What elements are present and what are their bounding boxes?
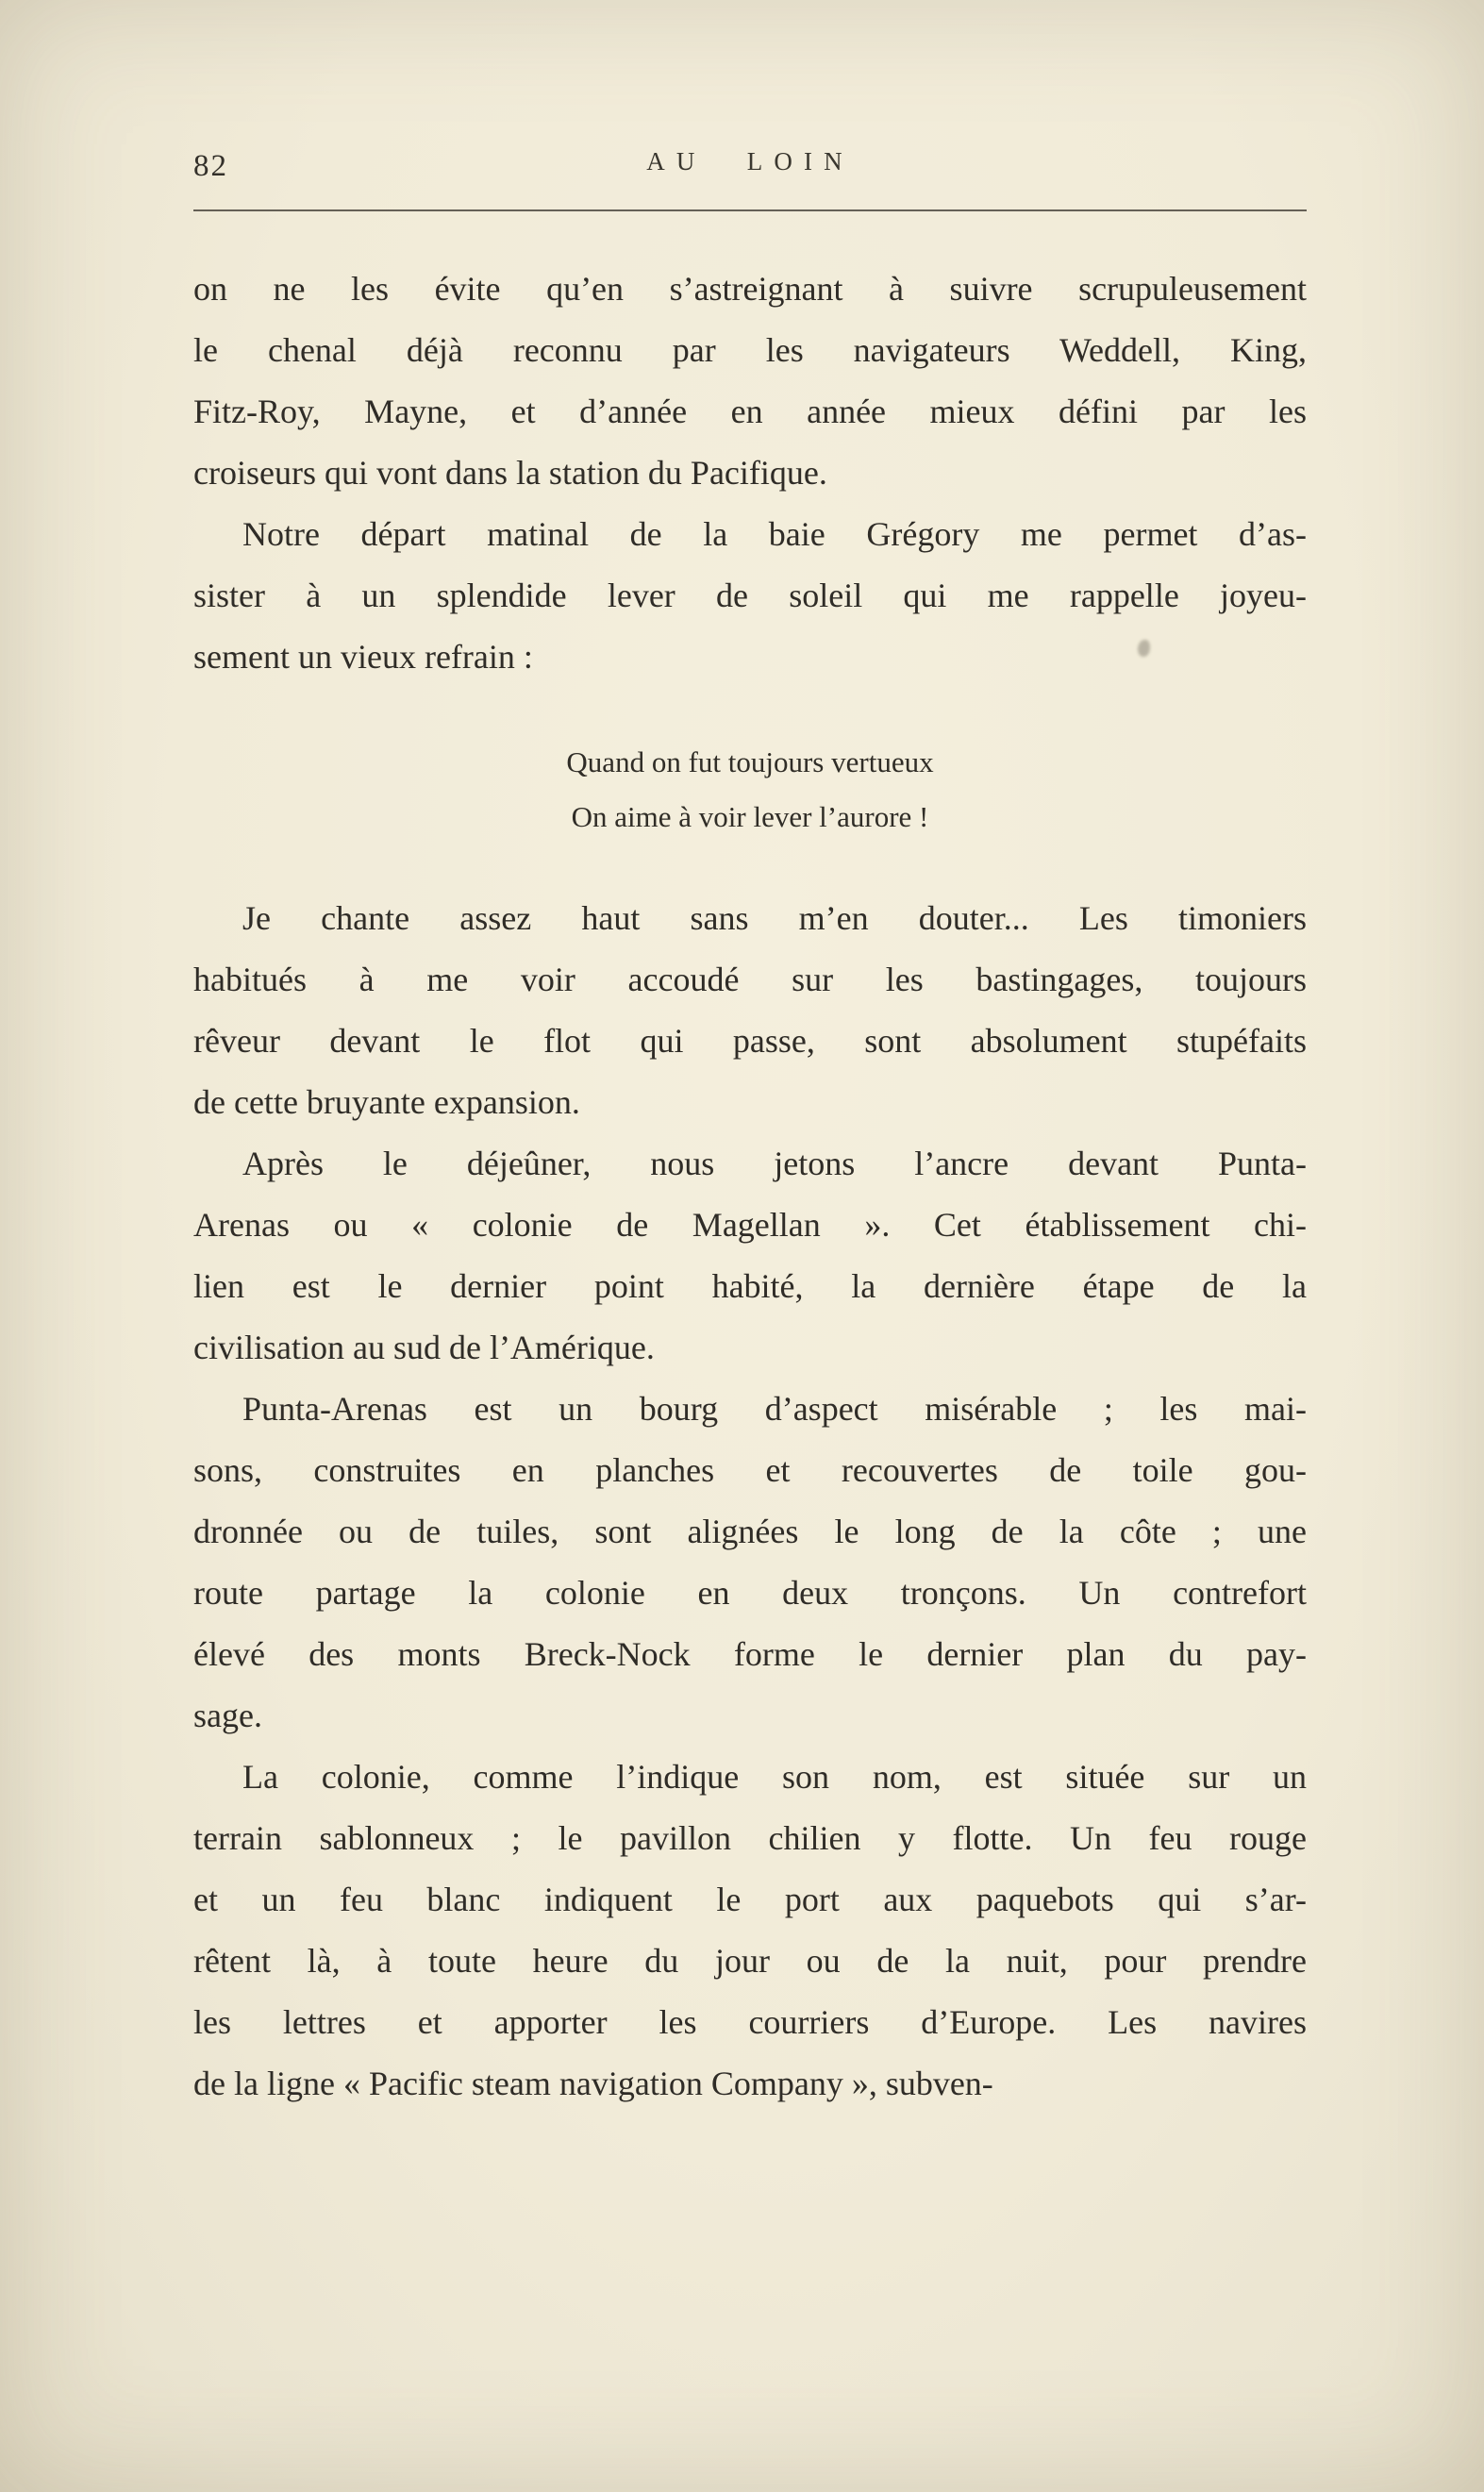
text-line: les lettres et apporter les courriers d’Europe. Les navires xyxy=(193,2003,1307,2041)
text-line: Après le déjeûner, nous jetons l’ancre devant Punta- xyxy=(242,1145,1307,1182)
verse-line: On aime à voir lever l’aurore ! xyxy=(571,800,929,833)
text-line: route partage la colonie en deux tronçons. Un contrefort xyxy=(193,1574,1307,1612)
verse-block xyxy=(193,735,1307,845)
text-line: dronnée ou de tuiles, sont alignées le long de la côte ; une xyxy=(193,1513,1307,1550)
text-line: La colonie, comme l’indique son nom, est située sur un xyxy=(242,1758,1307,1796)
header-rule xyxy=(193,209,1307,211)
text-line: élevé des monts Breck-Nock forme le dernier plan du pay- xyxy=(193,1635,1307,1673)
paragraph xyxy=(193,888,1307,1133)
page-header xyxy=(193,143,1307,185)
text-line: Je chante assez haut sans m’en douter... Les timoniers xyxy=(242,899,1307,937)
paragraph xyxy=(193,1747,1307,2115)
text-line: le chenal déjà reconnu par les navigateurs Weddell, King, xyxy=(193,331,1307,369)
text-line: habitués à me voir accoudé sur les bastingages, toujours xyxy=(193,961,1307,998)
running-title: AU LOIN xyxy=(646,147,854,176)
text-line: Fitz-Roy, Mayne, et d’année en année mieux défini par les xyxy=(193,393,1307,430)
paragraph xyxy=(193,1379,1307,1747)
text-line: Notre départ matinal de la baie Grégory me permet d’as- xyxy=(242,515,1307,553)
text-line: et un feu blanc indiquent le port aux paquebots qui s’ar- xyxy=(193,1881,1307,1918)
text-line: sister à un splendide lever de soleil qui me rappelle joyeu- xyxy=(193,577,1307,614)
text-line: civilisation au sud de l’Amérique. xyxy=(193,1329,655,1366)
text-line: sons, construites en planches et recouvertes de toile gou- xyxy=(193,1451,1307,1489)
text-line: Arenas ou « colonie de Magellan ». Cet établissement chi- xyxy=(193,1206,1307,1244)
text-line: lien est le dernier point habité, la dernière étape de la xyxy=(193,1267,1307,1305)
page-body xyxy=(193,259,1307,2115)
page-number: 82 xyxy=(193,149,228,183)
text-line: Punta-Arenas est un bourg d’aspect misérable ; les mai- xyxy=(242,1390,1307,1428)
text-line: de cette bruyante expansion. xyxy=(193,1083,580,1121)
text-line: de la ligne « Pacific steam navigation Company », subven- xyxy=(193,2065,993,2102)
text-line: croiseurs qui vont dans la station du Pacifique. xyxy=(193,454,827,492)
text-line: terrain sablonneux ; le pavillon chilien y flotte. Un feu rouge xyxy=(193,1819,1307,1857)
text-line: on ne les évite qu’en s’astreignant à suivre scrupuleusement xyxy=(193,270,1307,308)
paragraph xyxy=(193,259,1307,504)
text-line: sement un vieux refrain : xyxy=(193,638,533,676)
paragraph xyxy=(193,504,1307,688)
paragraph xyxy=(193,1133,1307,1379)
text-line: sage. xyxy=(193,1697,262,1734)
text-line: rêveur devant le flot qui passe, sont absolument stupéfaits xyxy=(193,1022,1307,1060)
text-line: rêtent là, à toute heure du jour ou de la nuit, pour prendre xyxy=(193,1942,1307,1980)
verse-line: Quand on fut toujours vertueux xyxy=(566,745,934,778)
